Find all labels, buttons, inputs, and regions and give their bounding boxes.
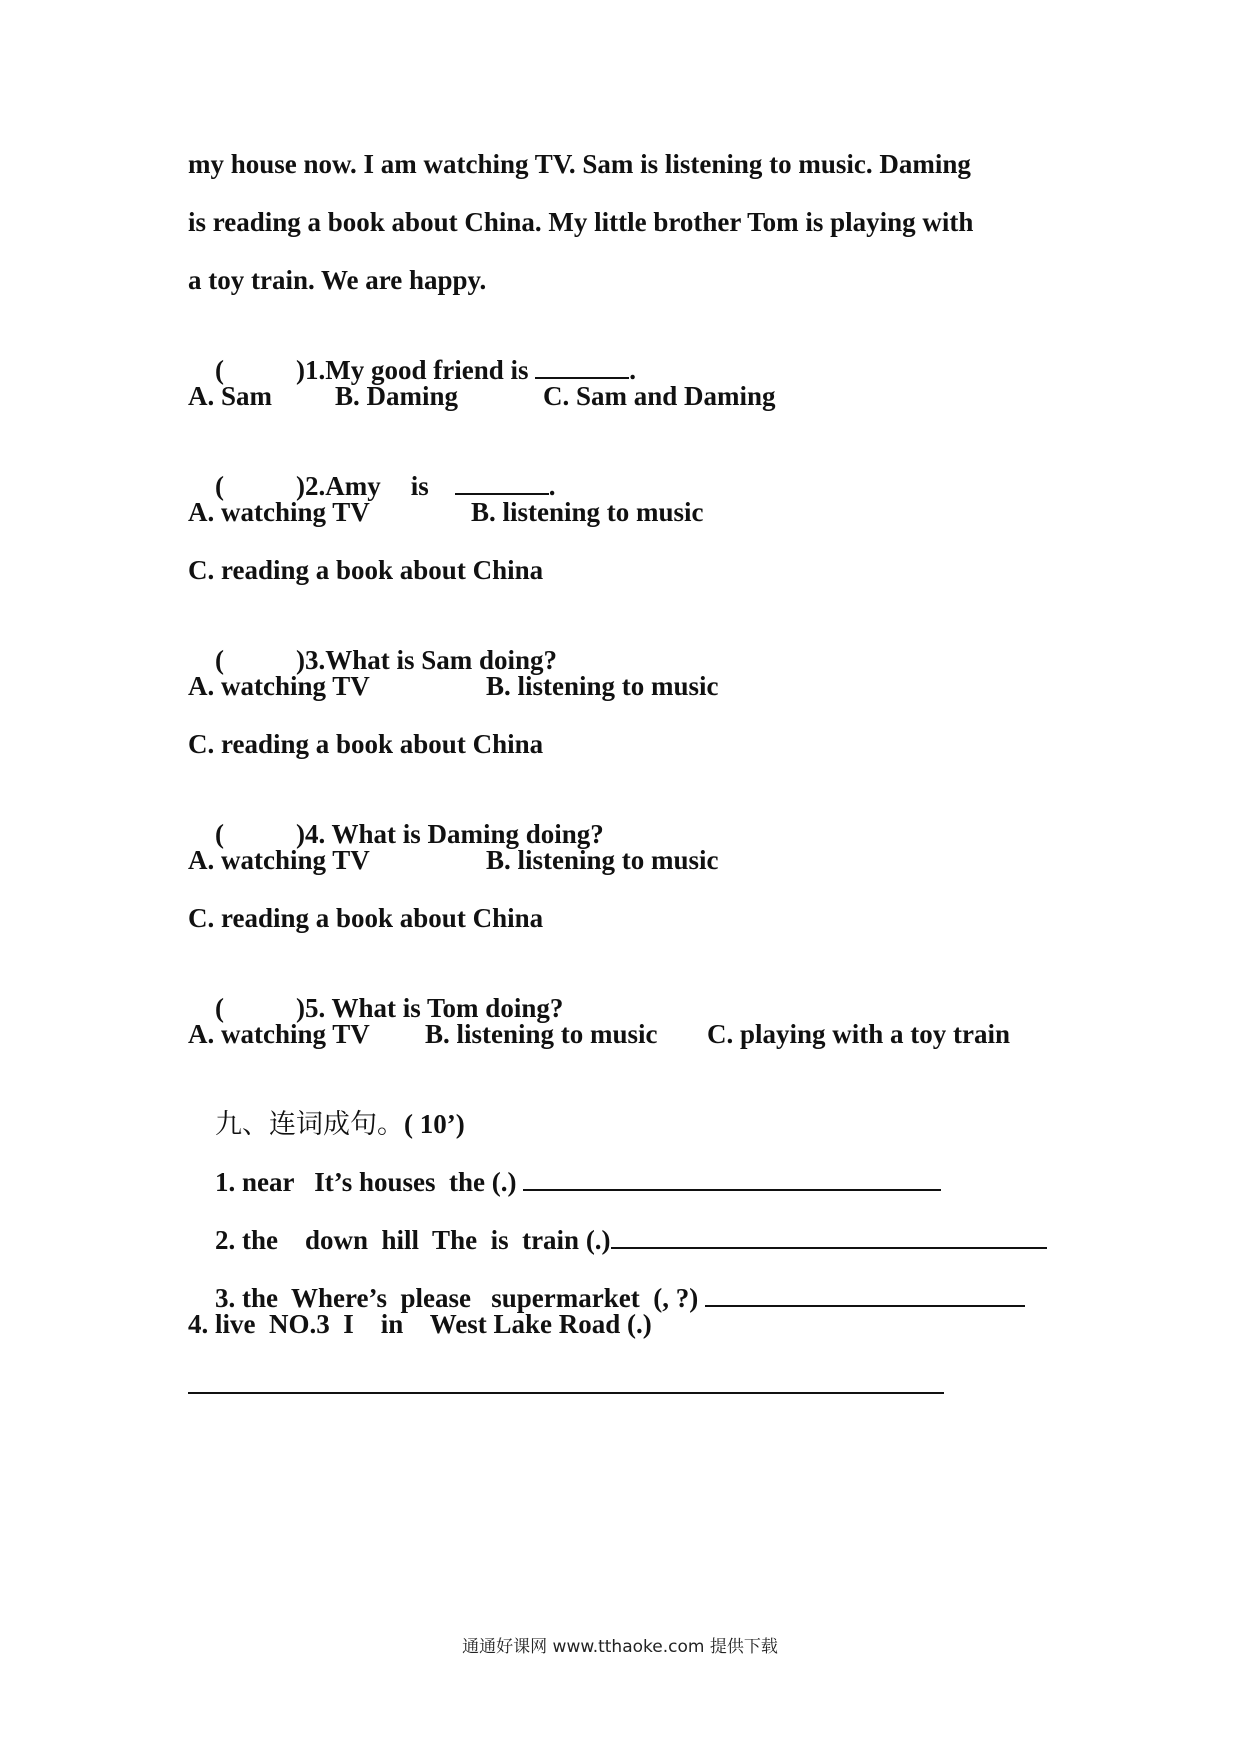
sentence-item-2: 2. the down hill The is train (.): [188, 1192, 1047, 1288]
answer-line[interactable]: [705, 1283, 1025, 1307]
answer-line[interactable]: [523, 1167, 941, 1191]
q2-option-b: B. listening to music: [471, 497, 704, 527]
question-stem: )5. What is Tom doing?: [296, 993, 564, 1023]
sentence-item-1: 1. near It’s houses the (.): [188, 1134, 941, 1230]
q3-option-c: C. reading a book about China: [188, 729, 544, 759]
question-2: ( )2.Amy is .: [215, 471, 556, 501]
sentence-item-3: 3. the Where’s please supermarket (, ?): [188, 1250, 1025, 1346]
answer-line-item-4[interactable]: [188, 1392, 944, 1394]
passage-line-3: a toy train. We are happy.: [188, 265, 487, 295]
question-stem: )3.What is Sam doing?: [296, 645, 558, 675]
fill-blank[interactable]: [535, 355, 629, 379]
q4-option-c: C. reading a book about China: [188, 903, 544, 933]
answer-paren: (: [215, 645, 224, 675]
q5-option-c: C. playing with a toy train: [707, 1019, 1011, 1049]
section-9-title: 九、连词成句。: [215, 1109, 404, 1140]
question-stem: )2.Amy: [296, 471, 381, 501]
answer-paren: (: [215, 471, 224, 501]
sentence-item-4: 4. live NO.3 I in West Lake Road (.): [188, 1309, 652, 1339]
q1-option-b: B. Daming: [335, 381, 459, 411]
answer-line[interactable]: [611, 1225, 1047, 1249]
answer-paren: (: [215, 993, 224, 1023]
q3-option-a: A. watching TV: [188, 671, 370, 701]
passage-line-1: my house now. I am watching TV. Sam is listening to music. Daming: [188, 149, 971, 179]
passage-line-2: is reading a book about China. My little brother Tom is playing with: [188, 207, 974, 237]
answer-paren: (: [215, 355, 224, 385]
answer-paren: (: [215, 819, 224, 849]
question-stem: )1.My good friend is: [296, 355, 529, 385]
q4-option-a: A. watching TV: [188, 845, 370, 875]
fill-blank[interactable]: [455, 471, 549, 495]
q3-option-b: B. listening to music: [486, 671, 719, 701]
q5-option-b: B. listening to music: [425, 1019, 658, 1049]
q5-option-a: A. watching TV: [188, 1019, 370, 1049]
q1-option-c: C. Sam and Daming: [543, 381, 776, 411]
footer-watermark: 通通好课网 www.tthaoke.com 提供下载: [462, 1637, 778, 1657]
q2-option-c: C. reading a book about China: [188, 555, 544, 585]
question-stem: )4. What is Daming doing?: [296, 819, 604, 849]
q2-option-a: A. watching TV: [188, 497, 370, 527]
q4-option-b: B. listening to music: [486, 845, 719, 875]
q1-option-a: A. Sam: [188, 381, 273, 411]
section-9-score: ( 10’): [404, 1109, 465, 1139]
question-1: ( )1.My good friend is .: [215, 355, 636, 385]
